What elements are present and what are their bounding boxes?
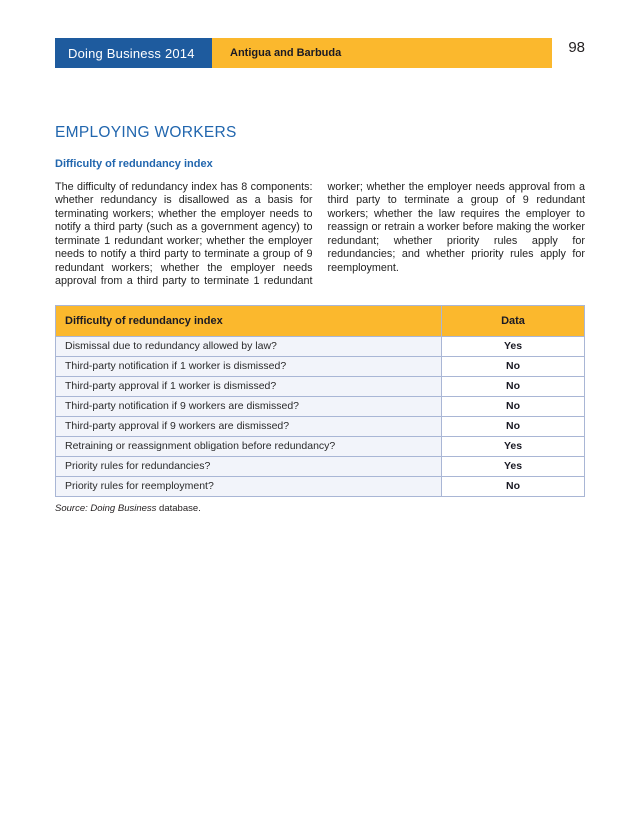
value-cell: No xyxy=(442,376,585,396)
value-cell: No xyxy=(442,416,585,436)
table-row xyxy=(56,336,585,356)
economy-name-badge: Antigua and Barbuda xyxy=(212,38,552,68)
table-row xyxy=(56,436,585,456)
redundancy-index-table xyxy=(55,305,585,497)
question-cell: Third-party notification if 1 worker is dismissed? xyxy=(56,356,442,376)
source-name: Doing Business xyxy=(90,502,157,514)
question-cell: Third-party approval if 9 workers are dismissed? xyxy=(56,416,442,436)
source-note xyxy=(55,503,585,514)
table-row xyxy=(56,476,585,496)
page-number: 98 xyxy=(568,39,585,56)
table-row xyxy=(56,396,585,416)
value-cell: No xyxy=(442,356,585,376)
table-row xyxy=(56,356,585,376)
question-cell: Priority rules for reemployment? xyxy=(56,476,442,496)
table-row xyxy=(56,456,585,476)
value-cell: Yes xyxy=(442,456,585,476)
question-cell: Third-party notification if 9 workers are dismissed? xyxy=(56,396,442,416)
report-title-badge: Doing Business 2014 xyxy=(55,38,212,68)
intro-column-left: The difficulty of redundancy index has 8 components: whether redundancy is disallowed as a basis for terminating workers; whether the employer needs to notify a third party (such as a government agency) to terminate 1 redundant worker; whether the employer needs to notify a third party to terminate a group of 9 redundant workers; whether the employer needs approval from a third party to terminate 1 redundant xyxy=(55,181,313,288)
running-head xyxy=(55,38,585,68)
question-cell: Third-party approval if 1 worker is dismissed? xyxy=(56,376,442,396)
intro-column-right: worker; whether the employer needs approval from a third party to terminate a group of 9 redundant workers; whether the law requires the employer to reassign or retrain a worker before making the worker redundant; whether priority rules apply for redundancies; and whether priority rules apply for reemployment. xyxy=(327,181,585,274)
question-cell: Dismissal due to redundancy allowed by law? xyxy=(56,336,442,356)
question-cell: Retraining or reassignment obligation before redundancy? xyxy=(56,436,442,456)
section-title: EMPLOYING WORKERS xyxy=(55,124,237,141)
value-cell: Yes xyxy=(442,436,585,456)
value-cell: No xyxy=(442,396,585,416)
source-rest: database. xyxy=(159,502,201,514)
intro-paragraph xyxy=(55,181,585,289)
table-header-data: Data xyxy=(442,305,585,336)
table-row xyxy=(56,376,585,396)
value-cell: Yes xyxy=(442,336,585,356)
table-row xyxy=(56,416,585,436)
table-header-question: Difficulty of redundancy index xyxy=(56,305,442,336)
header-bar xyxy=(55,38,552,68)
source-label: Source: xyxy=(55,502,88,514)
value-cell: No xyxy=(442,476,585,496)
table-header-row xyxy=(56,305,585,336)
section-subtitle: Difficulty of redundancy index xyxy=(55,158,213,170)
question-cell: Priority rules for redundancies? xyxy=(56,456,442,476)
